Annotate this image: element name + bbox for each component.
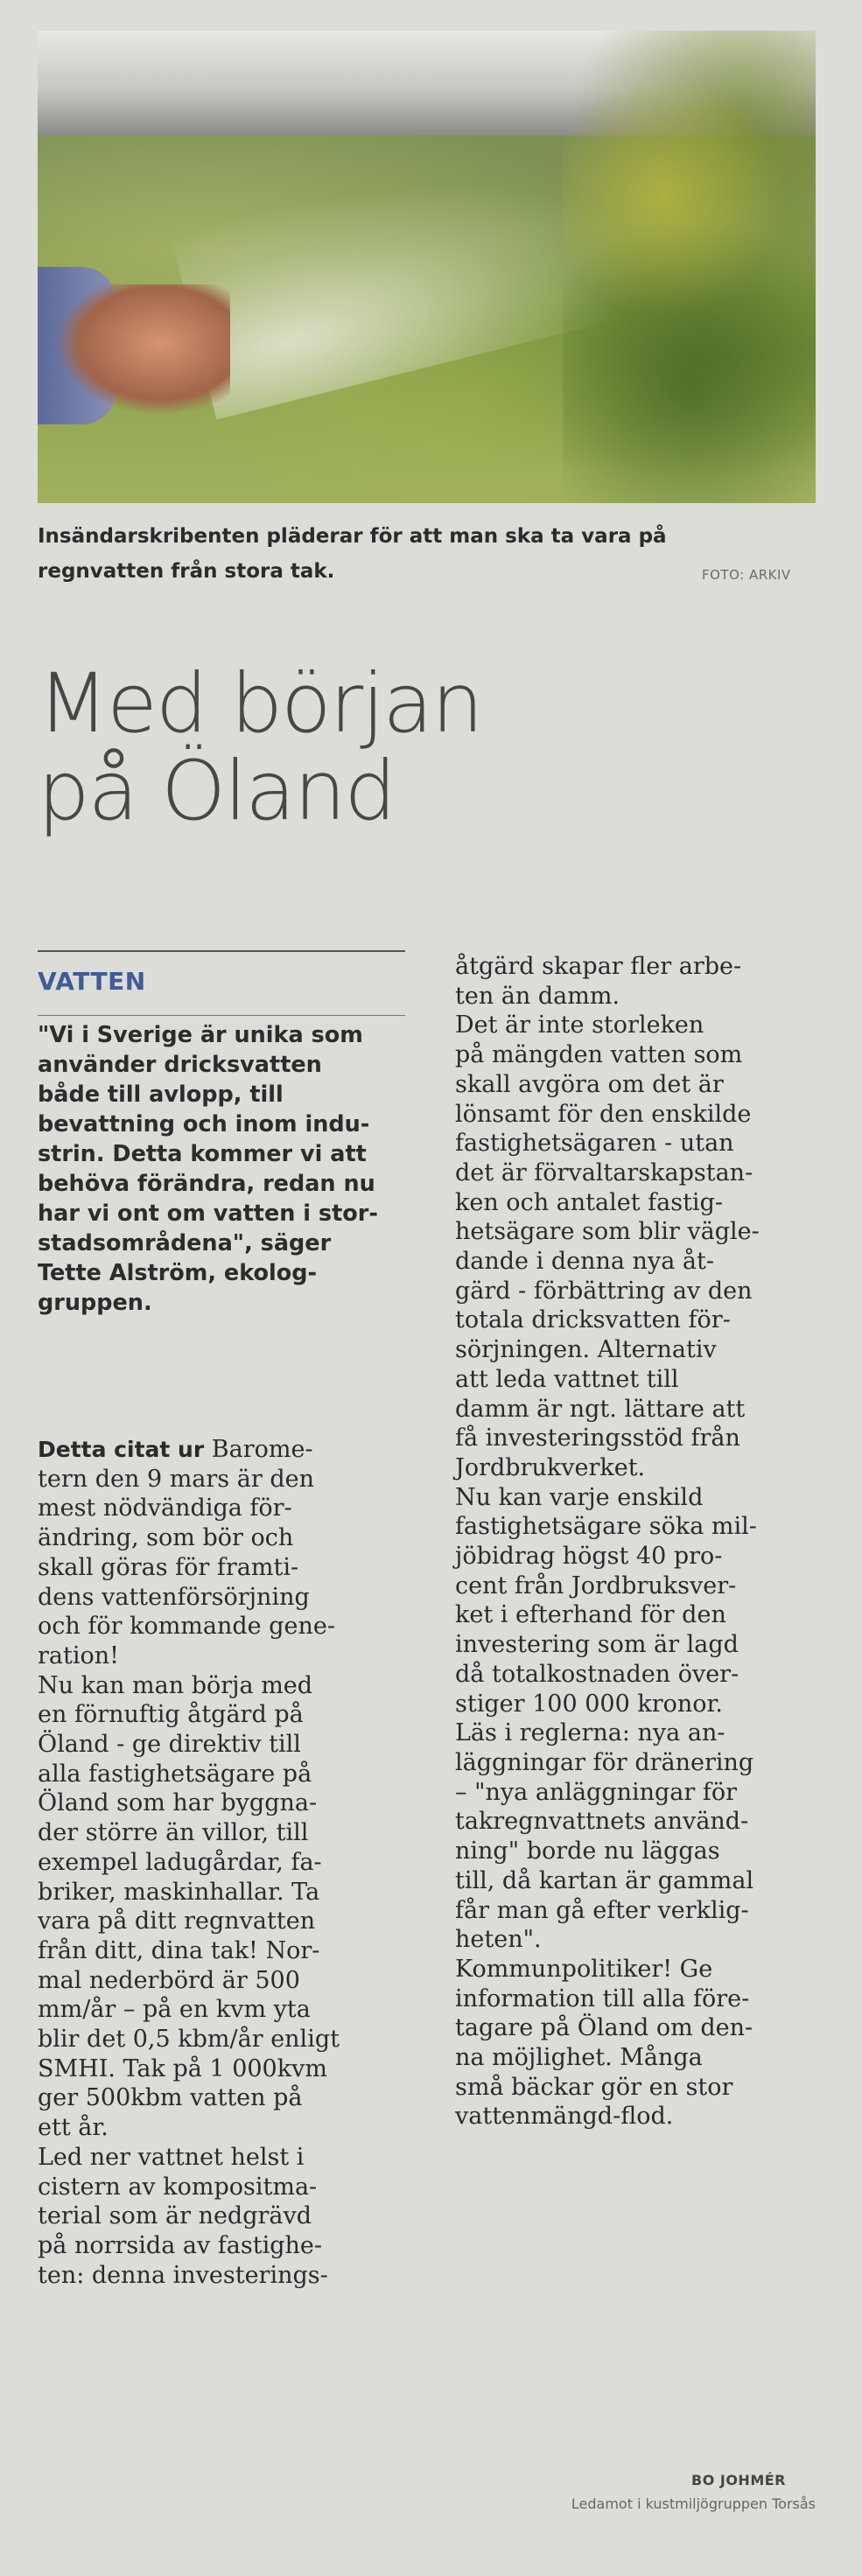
text-line: cent från Jordbruksver- (455, 1572, 737, 1600)
text-line: terial som är nedgrävd (38, 2202, 312, 2230)
text-line: gruppen. (38, 1290, 152, 1316)
text-line: ett år. (38, 2114, 109, 2142)
text-line: att leda vattnet till (455, 1365, 679, 1393)
text-line: på norrsida av fastighe- (38, 2231, 323, 2259)
text-line: – "nya anläggningar för (455, 1778, 738, 1806)
text-line: Jordbrukverket. (455, 1453, 646, 1481)
text-fragment: Barome- (204, 1436, 313, 1463)
text-line: ten än damm. (455, 982, 620, 1010)
text-line: Öland som har byggna- (38, 1789, 318, 1817)
text-line: ration! (38, 1642, 119, 1670)
author-name: BO JOHMÉR (691, 2472, 786, 2488)
text-line: tagare på Öland om den- (455, 2014, 753, 2042)
text-line: gärd - förbättring av den (455, 1277, 753, 1305)
text-line: ger 500kbm vatten på (38, 2084, 303, 2112)
article-column-1 (38, 1435, 423, 2290)
text-line: från ditt, dina tak! Nor- (38, 1936, 320, 1964)
text-line: investering som är lagd (455, 1631, 739, 1659)
text-line: Det är inte storleken (455, 1012, 704, 1040)
text-line: till, då kartan är gammal (455, 1866, 754, 1894)
text-line: stadsområdena", säger (38, 1230, 332, 1256)
text-line: totala dricksvatten för- (455, 1306, 731, 1334)
text-line: stiger 100 000 kronor. (455, 1690, 724, 1718)
text-line: SMHI. Tak på 1 000kvm (38, 2054, 327, 2082)
text-line: ändring, som bör och (38, 1524, 294, 1552)
photo-bush (563, 31, 816, 503)
text-line: Nu kan varje enskild (455, 1483, 704, 1511)
text-line: ket i efterhand för den (455, 1601, 726, 1629)
article-ingress (38, 1020, 414, 1318)
text-line: heten". (455, 1926, 542, 1954)
text-line: strin. Detta kommer vi att (38, 1141, 367, 1167)
article-photo (38, 31, 816, 503)
lead-in-bold: Detta citat ur (38, 1437, 205, 1462)
text-line: Nu kan man börja med (38, 1671, 313, 1699)
text-line: information till alla före- (455, 1984, 750, 2012)
text-line: och för kommande gene- (38, 1613, 335, 1641)
text-line: har vi ont om vatten i stor- (38, 1200, 378, 1227)
text-line: en förnuftig åtgärd på (38, 1701, 304, 1729)
text-line: använder dricksvatten (38, 1052, 322, 1078)
text-line: på mängden vatten som (455, 1041, 743, 1069)
text-line: små bäckar gör en stor (455, 2073, 733, 2101)
text-line: mm/år – på en kvm yta (38, 1996, 311, 2024)
text-line: blir det 0,5 kbm/år enligt (38, 2026, 340, 2054)
headline-line: Med början (38, 656, 482, 752)
text-line: få investeringsstöd från (455, 1424, 740, 1452)
photo-caption (38, 519, 816, 589)
text-line: läggningar för dränering (455, 1748, 754, 1776)
text-line: vattenmängd-flod. (455, 2103, 674, 2131)
text-line: briker, maskinhallar. Ta (38, 1878, 320, 1906)
text-line: behöva förändra, redan nu (38, 1171, 375, 1197)
text-line: Tette Alström, ekolog- (38, 1260, 318, 1286)
text-line: ning" borde nu läggas (455, 1838, 720, 1866)
text-line: tern den 9 mars är den (38, 1465, 314, 1493)
text-line: då totalkostnaden över- (455, 1660, 739, 1688)
article-headline (38, 656, 650, 839)
divider (38, 950, 405, 952)
text-line: alla fastighetsägare på (38, 1760, 312, 1788)
text-line: mest nödvändiga för- (38, 1494, 292, 1522)
text-line: både till avlopp, till (38, 1082, 284, 1108)
text-line: fastighetsägare söka mil- (455, 1513, 757, 1541)
text-line: Öland - ge direktiv till (38, 1731, 301, 1759)
text-line: ken och antalet fastig- (455, 1188, 723, 1216)
text-line: damm är ngt. lättare att (455, 1395, 746, 1423)
text-line: Led ner vattnet helst i (38, 2143, 305, 2171)
text-line: åtgärd skapar fler arbe- (455, 953, 742, 980)
divider (38, 1015, 405, 1016)
text-line: dande i denna nya åt- (455, 1248, 714, 1276)
text-line (38, 1435, 423, 1465)
caption-line: regnvatten från stora tak. (38, 560, 335, 583)
text-line: exempel ladugårdar, fa- (38, 1848, 322, 1876)
text-line: ten: denna investerings- (38, 2261, 328, 2289)
text-line: Läs i reglerna: nya an- (455, 1719, 725, 1747)
text-line: hetsägare som blir vägle- (455, 1218, 760, 1246)
text-line: na möjlighet. Många (455, 2044, 703, 2072)
text-line: takregnvattnets använd- (455, 1808, 749, 1836)
text-line: vara på ditt regnvatten (38, 1908, 316, 1936)
text-line: skall göras för framti- (38, 1553, 299, 1581)
caption-line: Insändarskribenten pläderar för att man ska ta vara på (38, 525, 667, 548)
text-line: cistern av kompositma- (38, 2173, 318, 2201)
text-line: dens vattenförsörjning (38, 1583, 310, 1611)
article-column-2 (455, 952, 840, 2132)
text-line: bevattning och inom indu- (38, 1111, 370, 1138)
text-line: sörjningen. Alternativ (455, 1336, 717, 1364)
text-line: skall avgöra om det är (455, 1070, 724, 1098)
text-line: fastighetsägaren - utan (455, 1130, 734, 1158)
text-line: jöbidrag högst 40 pro- (455, 1543, 723, 1571)
headline-line: på Öland (38, 744, 396, 839)
text-line: der större än villor, till (38, 1819, 309, 1847)
author-title: Ledamot i kustmiljögruppen Torsås (571, 2496, 816, 2512)
section-kicker: VATTEN (38, 967, 146, 996)
text-line: det är förvaltarskapstan- (455, 1158, 753, 1186)
photo-hand (55, 284, 230, 416)
text-line: "Vi i Sverige är unika som (38, 1022, 363, 1048)
text-line: mal nederbörd är 500 (38, 1966, 300, 1994)
text-line: lönsamt för den enskilde (455, 1100, 752, 1128)
text-line: Kommunpolitiker! Ge (455, 1955, 713, 1983)
text-line: får man gå efter verklig- (455, 1896, 749, 1924)
photo-credit: FOTO: ARKIV (702, 567, 791, 583)
